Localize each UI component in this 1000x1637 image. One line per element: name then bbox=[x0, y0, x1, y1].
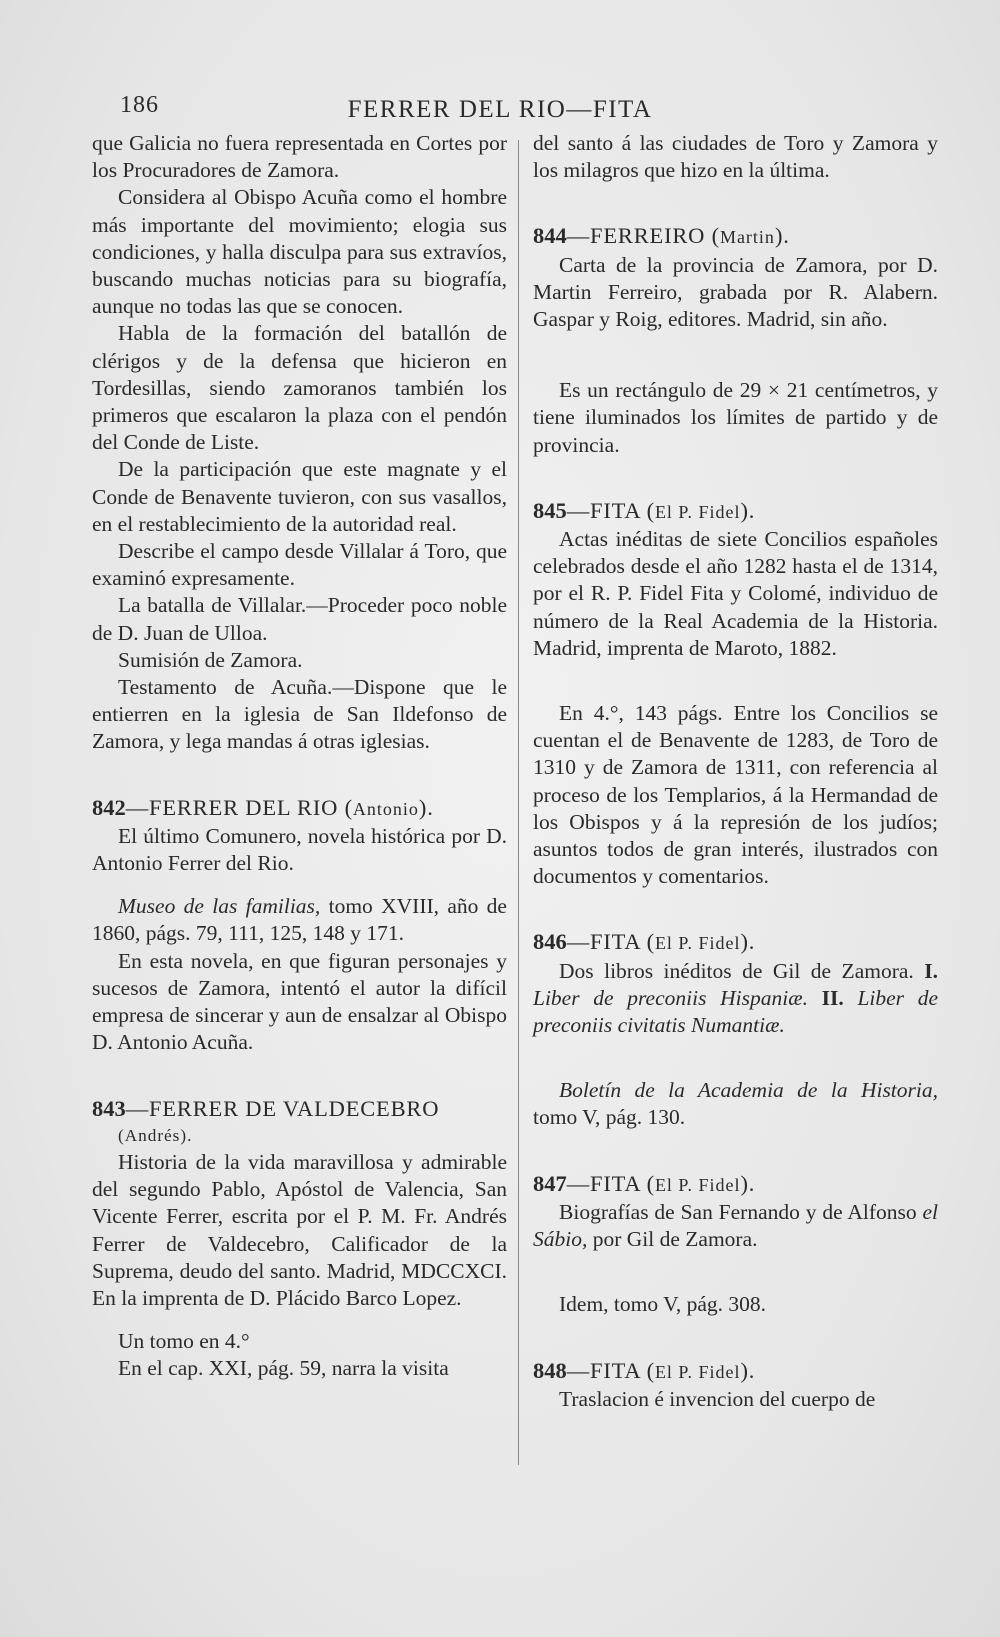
entry-843 bbox=[92, 1095, 507, 1383]
entry-heading: 844—FERREIRO (Martin). bbox=[533, 223, 790, 249]
paragraph: La batalla de Villalar.—Proceder poco noble de D. Juan de Ulloa. bbox=[92, 593, 507, 645]
entry-heading: 845—FITA (El P. Fidel). bbox=[533, 497, 756, 523]
entry-note: En 4.°, 143 págs. Entre los Concilios se cuentan el de Benavente de 1283, de Toro de 1310 y de Zamora de 1311, con referencia al proceso de los Templarios, á la Hermandad de los Obispos y á la represión de los judíos; asuntos todos de gran interés, ilustrados con documentos y comentarios. bbox=[533, 701, 938, 889]
entry-847 bbox=[533, 1170, 938, 1319]
entry-heading-cont: (Andrés). bbox=[118, 1125, 193, 1145]
entry-heading: 842—FERRER DEL RIO (Antonio). bbox=[92, 794, 434, 820]
entry-number: 848 bbox=[533, 1357, 567, 1383]
entry-reference: Museo de las familias, tomo XVIII, año de 1860, págs. 79, 111, 125, 148 y 171. bbox=[92, 894, 507, 946]
entry-note: En esta novela, en que figuran personajes y sucesos de Zamora, intentó el autor la difícil empresa de sincerar y aun de ensalzar al Obispo D. Antonio Acuña. bbox=[92, 948, 507, 1055]
entry-title: Actas inéditas de siete Concilios españoles celebrados desde el año 1282 hasta el de 1314, por el R. P. Fidel Fita y Colomé, individuo de número de la Real Academia de la Historia. Madrid, imprenta de Maroto, 1882. bbox=[533, 527, 938, 660]
entry-heading: 847—FITA (El P. Fidel). bbox=[533, 1170, 756, 1196]
entry-848 bbox=[533, 1357, 938, 1413]
entry-note: En el cap. XXI, pág. 59, narra la visita bbox=[118, 1356, 449, 1381]
entry-title: El último Comunero, novela histórica por D. Antonio Ferrer del Rio. bbox=[92, 823, 507, 876]
entry-title: Biografías de San Fernando y de Alfonso el Sábio, por Gil de Zamora. bbox=[533, 1199, 938, 1252]
paragraph: Testamento de Acuña.—Dispone que le entierren en la iglesia de San Ildefonso de Zamora, y lega mandas á otras iglesias. bbox=[92, 675, 507, 754]
entry-heading: 848—FITA (El P. Fidel). bbox=[533, 1357, 756, 1383]
entry-title: Traslacion é invencion del cuerpo de bbox=[559, 1386, 876, 1411]
column-rule bbox=[518, 140, 519, 1465]
entry-title: Dos libros inéditos de Gil de Zamora. I. Liber de preconiis Hispaniæ. II. Liber de preconiis civitatis Numantiæ. bbox=[533, 958, 939, 1038]
entry-842 bbox=[92, 794, 507, 1057]
entry-number: 847 bbox=[533, 1170, 567, 1196]
paragraph: Describe el campo desde Villalar á Toro, que examinó expresamente. bbox=[92, 539, 507, 591]
running-title: FERRER DEL RIO—FITA bbox=[347, 96, 653, 123]
page-number: 186 bbox=[120, 92, 159, 118]
paragraph: Habla de la formación del batallón de clérigos y de la defensa que hicieron en Tordesillas, siendo zamoranos también los primeros que escalaron la plaza con el pendón del Conde de Liste. bbox=[92, 321, 507, 455]
entry-number: 846 bbox=[533, 929, 567, 955]
entry-844 bbox=[533, 222, 938, 458]
entry-reference: Idem, tomo V, pág. 308. bbox=[559, 1292, 767, 1317]
right-column bbox=[533, 130, 938, 1413]
entry-845 bbox=[533, 497, 938, 891]
entry-format: Un tomo en 4.° bbox=[118, 1329, 250, 1354]
entry-title: Historia de la vida maravillosa y admirable del segundo Pablo, Apóstol de Valencia, San Vicente Ferrer, escrita por el P. M. Fr. Andrés Ferrer de Valdecebro, Calificador de la Suprema, deudo del santo. Madrid, MDCCXCI. En la imprenta de D. Plácido Barco Lopez. bbox=[92, 1149, 507, 1310]
paragraph: Considera al Obispo Acuña como el hombre más importante del movimiento; elogia sus condiciones, y halla disculpa para sus extravíos, buscando muchas noticias para su biografía, aunque no todas las que se conocen. bbox=[92, 185, 507, 319]
entry-title: Carta de la provincia de Zamora, por D. Martin Ferreiro, grabada por R. Alabern. Gaspar y Roig, editores. Madrid, sin año. bbox=[533, 252, 938, 332]
entry-reference: Boletín de la Academia de la Historia, tomo V, pág. 130. bbox=[533, 1078, 938, 1130]
paragraph: que Galicia no fuera representada en Cortes por los Procuradores de Zamora. bbox=[92, 131, 507, 183]
paragraph: De la participación que este magnate y el Conde de Benavente tuvieron, con sus vasallos, en el restablecimiento de la autoridad real. bbox=[92, 457, 507, 536]
entry-number: 844 bbox=[533, 223, 567, 249]
entry-heading: 843—FERRER DE VALDECEBRO bbox=[92, 1095, 440, 1121]
entry-number: 842 bbox=[92, 794, 126, 820]
entry-heading: 846—FITA (El P. Fidel). bbox=[533, 929, 756, 955]
entry-846 bbox=[533, 928, 938, 1131]
entry-note: Es un rectángulo de 29 × 21 centímetros, y tiene iluminados los límites de partido y de provincia. bbox=[533, 378, 938, 457]
entry-number: 845 bbox=[533, 497, 567, 523]
paragraph: del santo á las ciudades de Toro y Zamora y los milagros que hizo en la última. bbox=[533, 131, 938, 183]
paragraph: Sumisión de Zamora. bbox=[118, 647, 303, 672]
left-column bbox=[92, 130, 507, 1383]
entry-number: 843 bbox=[92, 1095, 126, 1121]
